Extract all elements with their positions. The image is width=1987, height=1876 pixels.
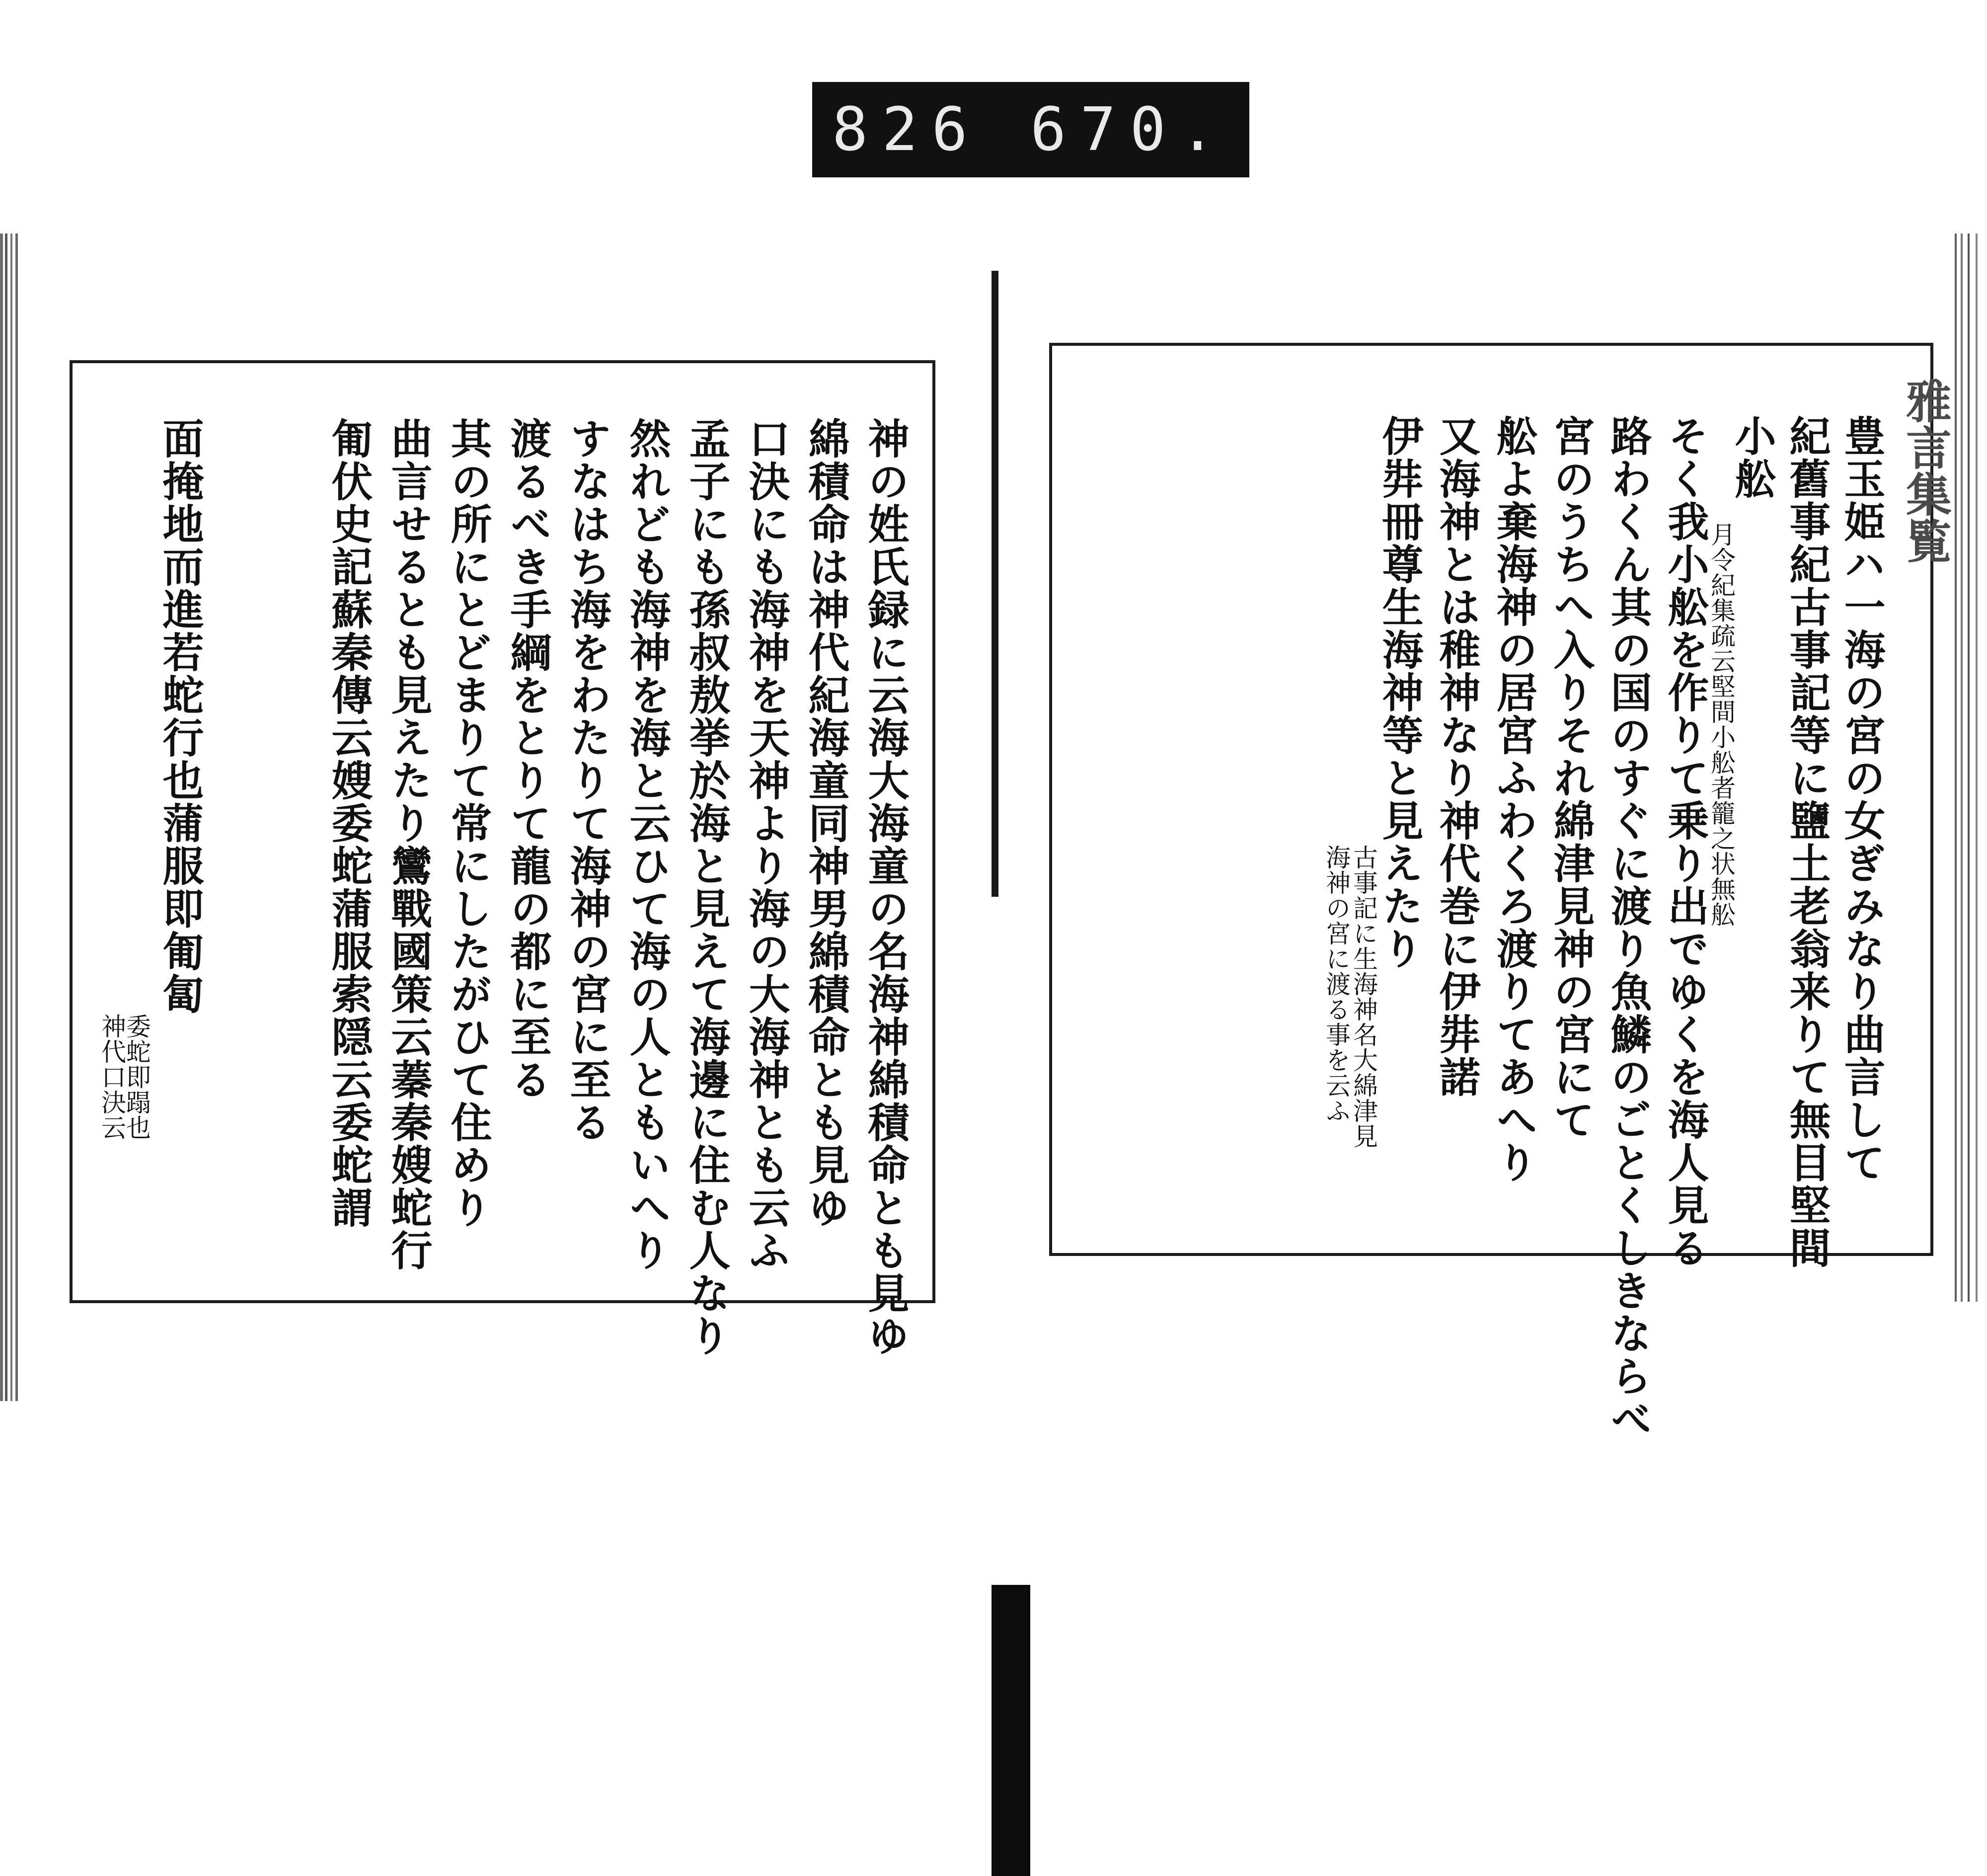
left-page-column: 其の所にとどまりて常にしたがひて住めり [444, 417, 492, 1229]
counter-right-number: 670. [1030, 95, 1229, 164]
left-page-column: 孟子にも孫叔敖挙於海と見えて海邊に住む人なり [682, 417, 731, 1357]
frame-counter [812, 82, 1249, 177]
right-page-note: 古事記に生海神名大綿津見 [1349, 845, 1378, 1149]
left-page-note: 神代口決云 [97, 1014, 126, 1140]
left-page-edge [0, 234, 26, 1401]
left-page-column: 神の姓氏録に云海大海童の名海神綿積命とも見ゆ [861, 417, 910, 1357]
right-page-column: 宮のうちへ入りそれ綿津見神の宮にて [1546, 415, 1595, 1141]
left-page-column: 面掩地而進若蛇行也蒲服即匍匐 [155, 417, 204, 1016]
right-page-header-title: 雅言集覧 [1899, 378, 1952, 564]
right-page-note: 海神の宮に渡る事を云ふ [1322, 845, 1351, 1123]
left-page-column: すなはち海をわたりて海神の宮に至る [563, 417, 611, 1144]
left-page-column: 綿積命は神代紀海童同神男綿積命とも見ゆ [801, 417, 850, 1229]
left-page-column: 曲言せるとも見えたり鸞戰國策云蓁秦嫂蛇行 [384, 417, 433, 1272]
left-page-column: 渡るべき手綱をとりて龍の都に至る [503, 417, 552, 1101]
left-page-column: 然れども海神を海と云ひて海の人ともいへり [622, 417, 671, 1272]
left-page-column: 口決にも海神を天神より海の大海神とも云ふ [742, 417, 790, 1272]
right-page-note: 月令紀集疏云堅間小舩者籠之状無舩 [1707, 522, 1736, 927]
left-page-note: 委蛇即蹋也 [122, 1014, 151, 1140]
right-page-column: 路わくん其の国のすぐに渡り魚鱗のごとくしきならべ [1604, 415, 1652, 1440]
right-page-column: 舩よ棄海神の居宮ふわくろ渡りてあへり [1489, 415, 1538, 1184]
right-page-column: そく我小舩を作りて乗り出でゆくを海人見る [1661, 415, 1709, 1269]
counter-left-number: 826 [832, 95, 982, 164]
book-spine [992, 271, 998, 897]
right-page-column: 豊玉姫ハ一海の宮の女ぎみなり曲言して [1837, 415, 1886, 1184]
right-page-column: 伊弉冊尊生海神等と見えたり [1375, 415, 1424, 970]
book-gutter-shadow [992, 1585, 1030, 1876]
left-page-column: 匍伏史記蘇秦傳云嫂委蛇蒲服索隠云委蛇謂 [324, 417, 373, 1229]
right-page-column: 小舩 [1728, 415, 1776, 500]
right-page-column: 又海神とは稚神なり神代巻に伊弉諾 [1432, 415, 1481, 1098]
right-page-column: 紀舊事紀古事記等に鹽土老翁来りて無目堅間 [1782, 415, 1831, 1269]
